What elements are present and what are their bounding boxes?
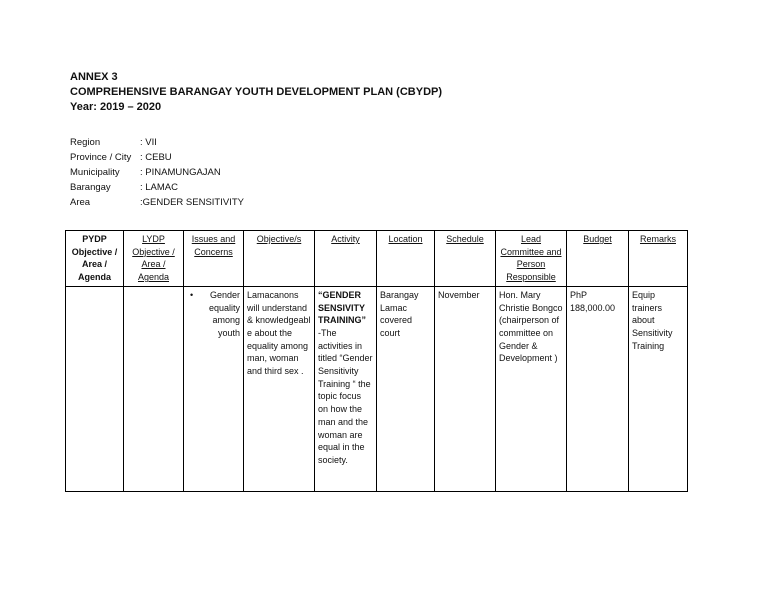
info-value: : CEBU	[140, 152, 172, 163]
info-label: Province / City	[70, 152, 132, 163]
header-schedule: Schedule	[435, 231, 496, 287]
info-row-barangay	[70, 180, 244, 195]
cell-location: Barangay Lamac covered court	[377, 286, 435, 491]
table-header-row	[66, 231, 688, 287]
issues-text: Gender equality among youth	[208, 289, 240, 338]
info-value: : PINAMUNGAJAN	[140, 167, 221, 178]
info-value: :GENDER SENSITIVITY	[140, 197, 244, 208]
cell-pydp	[66, 286, 124, 491]
info-label: Municipality	[70, 167, 120, 178]
activity-title: “GENDER SENSIVITY TRAINING”	[318, 289, 366, 326]
cell-budget: PhP 188,000.00	[567, 286, 629, 491]
cell-schedule: November	[435, 286, 496, 491]
header-issues: Issues and Concerns	[184, 231, 244, 287]
header-objectives: Objective/s	[244, 231, 315, 287]
cell-lead: Hon. Mary Christie Bongco (chairperson of committee on Gender & Development )	[496, 286, 567, 491]
info-label: Region	[70, 137, 101, 148]
info-row-region	[70, 135, 244, 150]
bullet-icon: •	[190, 289, 194, 300]
header-lydp: LYDP Objective / Area / Agenda	[124, 231, 184, 287]
document-title: COMPREHENSIVE BARANGAY YOUTH DEVELOPMENT PLAN (CBYDP)	[70, 86, 443, 98]
document-heading	[70, 70, 442, 115]
cell-activity	[315, 286, 377, 491]
info-row-area	[70, 195, 244, 210]
plan-table	[65, 230, 688, 492]
info-value: : VII	[140, 137, 157, 148]
cell-remarks: Equip trainers about Sensitivity Training	[629, 286, 688, 491]
table-row	[66, 286, 688, 491]
header-remarks: Remarks	[629, 231, 688, 287]
annex-label: ANNEX 3	[70, 71, 118, 83]
info-row-province	[70, 150, 244, 165]
cell-lydp	[124, 286, 184, 491]
cell-issues	[184, 286, 244, 491]
info-label: Barangay	[70, 182, 111, 193]
info-block	[70, 135, 244, 210]
header-location: Location	[377, 231, 435, 287]
cell-objectives: Lamacanons will understand & knowledgeabl e about the equality among man, woman and third sex .	[244, 286, 315, 491]
header-pydp: PYDP Objective / Area / Agenda	[66, 231, 124, 287]
info-label: Area	[70, 197, 91, 208]
header-budget: Budget	[567, 231, 629, 287]
info-row-municipality	[70, 165, 244, 180]
year-label: Year: 2019 – 2020	[70, 101, 162, 113]
header-lead: Lead Committee and Person Responsible	[496, 231, 567, 287]
activity-body: -The activities in titled “Gender Sensitivity Training “ the topic focus on how the man and the woman are equal in the society.	[318, 327, 373, 465]
header-activity: Activity	[315, 231, 377, 287]
info-value: : LAMAC	[140, 182, 179, 193]
